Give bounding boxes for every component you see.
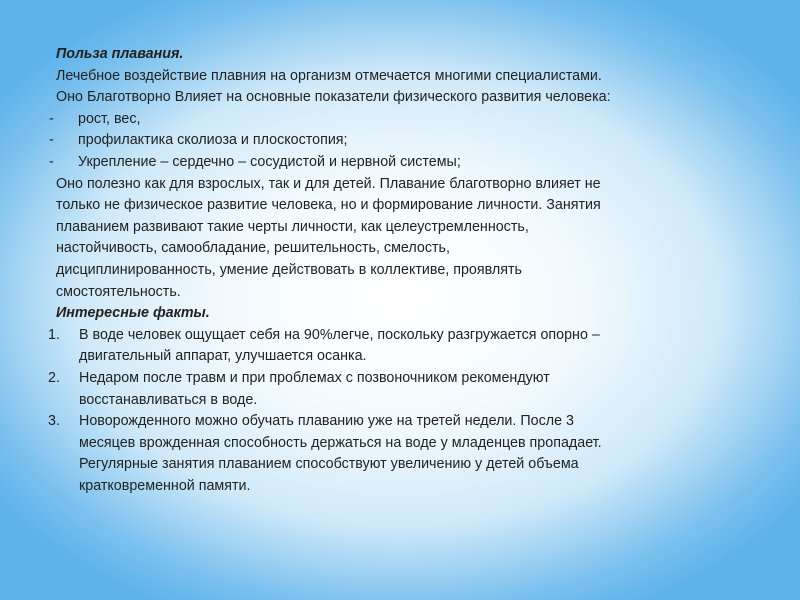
bullet-text: Укрепление – сердечно – сосудистой и нервной системы; bbox=[78, 153, 461, 170]
bullet-item bbox=[49, 109, 756, 131]
fact-line: месяцев врожденная способность держаться на воде у младенцев пропадает. bbox=[79, 434, 602, 451]
bullet-marker: - bbox=[49, 110, 54, 127]
fact-line: Регулярные занятия плаванием способствуют увеличению у детей объема bbox=[79, 456, 579, 473]
heading-facts: Интересные факты. bbox=[56, 305, 210, 322]
fact-item bbox=[48, 325, 756, 368]
text-body bbox=[48, 44, 756, 497]
fact-line: Недаром после травм и при проблемах с позвоночником рекомендуют bbox=[79, 369, 550, 386]
fact-line: Новорожденного можно обучать плаванию уже на третей недели. После 3 bbox=[79, 413, 574, 430]
fact-line: В воде человек ощущает себя на 90%легче, поскольку разгружается опорно – bbox=[79, 326, 600, 343]
paragraph-line: смостоятельность. bbox=[56, 283, 181, 300]
fact-item bbox=[48, 368, 756, 411]
fact-line: кратковременной памяти. bbox=[79, 477, 251, 494]
paragraph-line: Оно полезно как для взрослых, так и для детей. Плавание благотворно влияет не bbox=[56, 175, 601, 192]
benefits-paragraph bbox=[56, 174, 756, 304]
paragraph-line: настойчивость, самообладание, решительность, смелость, bbox=[56, 240, 450, 257]
intro-line: Лечебное воздействие плавния на организм отмечается многими специалистами. bbox=[56, 67, 602, 84]
intro-line: Оно Благотворно Влияет на основные показатели физического развития человека: bbox=[56, 89, 611, 106]
fact-number: 1. bbox=[48, 326, 60, 343]
bullet-marker: - bbox=[49, 132, 54, 149]
heading-benefits: Польза плавания. bbox=[56, 46, 184, 62]
bullet-marker: - bbox=[49, 153, 54, 170]
bullet-item bbox=[49, 130, 756, 152]
paragraph-line: дисциплинированность, умение действовать в коллективе, проявлять bbox=[56, 261, 522, 278]
fact-number: 2. bbox=[48, 369, 60, 386]
fact-number: 3. bbox=[48, 413, 60, 430]
bullet-item bbox=[49, 152, 756, 174]
bullet-text: рост, вес, bbox=[78, 110, 141, 127]
fact-item bbox=[48, 411, 756, 497]
bullet-text: профилактика сколиоза и плоскостопия; bbox=[78, 132, 348, 149]
paragraph-line: плаванием развивают такие черты личности, как целеустремленность, bbox=[56, 218, 529, 235]
fact-line: восстанавливаться в воде. bbox=[79, 391, 258, 408]
paragraph-line: только не физическое развитие человека, но и формирование личности. Занятия bbox=[56, 197, 601, 214]
fact-line: двигательный аппарат, улучшается осанка. bbox=[79, 348, 367, 365]
